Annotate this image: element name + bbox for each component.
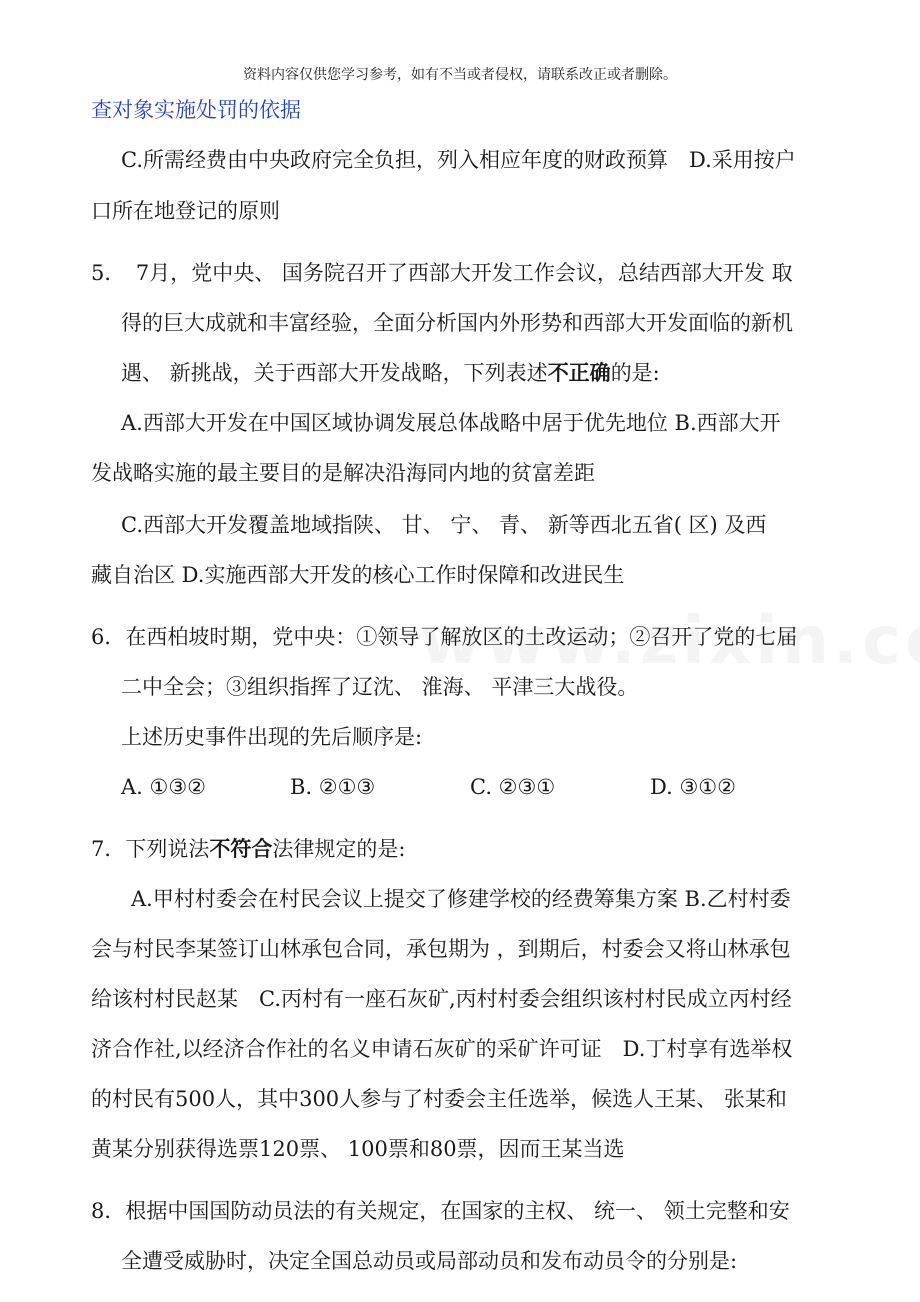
option-line: A.西部大开发在中国区域协调发展总体战略中居于优先地位 B.西部大开 [121, 411, 781, 435]
text-line [121, 358, 660, 388]
option-b: B. ②①③ [290, 775, 376, 799]
question-8: 8．根据中国国防动员法的有关规定，在国家的主权、 统一、 领土完整和安 [91, 1199, 790, 1223]
emphasis-text: 不正确 [547, 360, 611, 385]
question-5: 5． 7月，党中央、 国务院召开了西部大开发工作会议，总结西部大开发 取 [91, 261, 793, 285]
text-line: C.所需经费由中央政府完全负担，列入相应年度的财政预算 D.采用按户 [121, 148, 796, 172]
text-span: 7．下列说法 [91, 837, 210, 861]
text-line: 会与村民李某签订山林承包合同，承包期为 ，到期后，村委会又将山林承包 [91, 937, 791, 961]
text-line: 的村民有500人，其中300人参与了村委会主任选举，候选人王某、 张某和 [91, 1087, 787, 1111]
text-line: 黄某分别获得选票120票、 100票和80票，因而王某当选 [91, 1137, 625, 1161]
text-span: 遇、 新挑战，关于西部大开发战略，下列表述 [121, 361, 548, 385]
text-line: 给该村村民赵某 C.丙村有一座石灰矿,丙村村委会组织该村村民成立丙村经 [91, 987, 792, 1011]
text-line: 济合作社,以经济合作社的名义申请石灰矿的采矿许可证 D.丁村享有选举权 [91, 1037, 793, 1061]
question-6: 6．在西柏坡时期，党中央：①领导了解放区的土改运动；②召开了党的七届 [91, 625, 798, 649]
option-line: A.甲村村委会在村民会议上提交了修建学校的经费筹集方案 B.乙村村委 [131, 887, 791, 911]
option-a: A. ①③② [121, 775, 206, 799]
text-line: 查对象实施处罚的依据 [91, 98, 301, 122]
text-line: 口所在地登记的原则 [91, 199, 280, 223]
text-span: 法律规定的是: [272, 837, 406, 861]
option-d: D. ③①② [650, 775, 736, 799]
header-note: 资料内容仅供您学习参考，如有不当或者侵权，请联系改正或者删除。 [243, 67, 677, 83]
text-line: 藏自治区 D.实施西部大开发的核心工作时保障和改进民生 [91, 563, 625, 587]
text-line: 上述历史事件出现的先后顺序是: [121, 725, 423, 749]
emphasis-text: 不符合 [209, 836, 273, 861]
text-line: 二中全会；③组织指挥了辽沈、 淮海、 平津三大战役。 [121, 675, 639, 699]
option-line: C.西部大开发覆盖地域指陕、 甘、 宁、 青、 新等西北五省( 区) 及西 [121, 513, 767, 537]
text-line: 全遭受威胁时，决定全国总动员或局部动员和发布动员令的分别是: [121, 1249, 738, 1273]
question-7 [91, 834, 405, 864]
option-c: C. ②③① [470, 775, 556, 799]
text-span: 的是: [610, 361, 660, 385]
text-line: 得的巨大成就和丰富经验，全面分析国内外形势和西部大开发面临的新机 [121, 311, 793, 335]
text-line: 发战略实施的最主要目的是解决沿海同内地的贫富差距 [91, 461, 595, 485]
